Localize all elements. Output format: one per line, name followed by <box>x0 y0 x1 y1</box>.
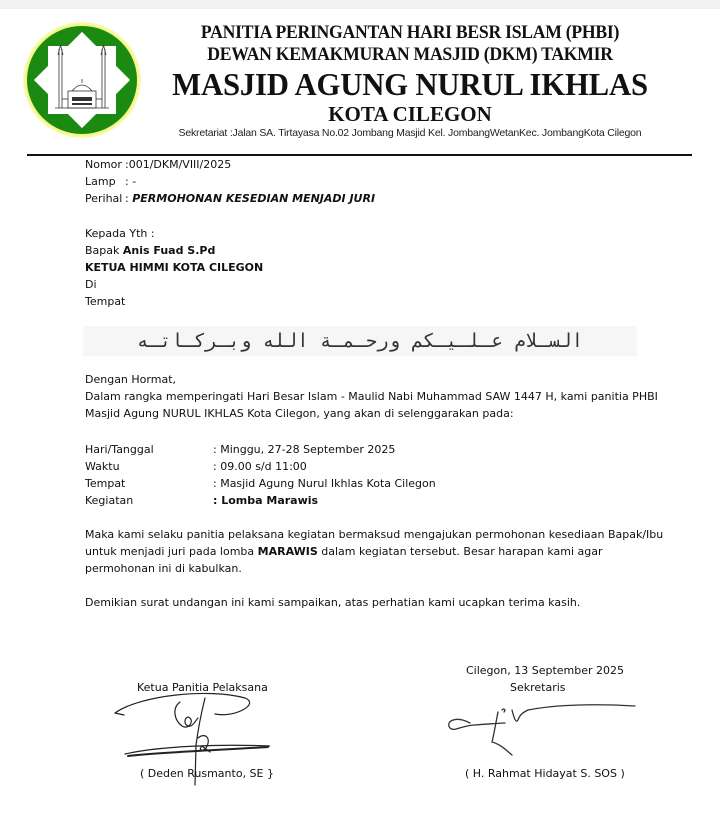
right-signer-role: Sekretaris <box>510 681 566 694</box>
recipient-name: Anis Fuad S.Pd <box>122 244 216 257</box>
recipient-di: Di <box>85 278 97 291</box>
perihal-colon: : <box>125 192 129 205</box>
detail-row <box>85 494 318 507</box>
left-signer-name: ( Deden Rusmanto, SE } <box>140 767 274 780</box>
request-line-2 <box>85 545 603 558</box>
recipient-prefix: Bapak <box>85 244 120 257</box>
perihal-label: Perihal <box>85 192 123 205</box>
place-date: Cilegon, 13 September 2025 <box>466 664 625 677</box>
lamp-value: : - <box>125 175 137 188</box>
detail-label: Tempat <box>85 477 126 490</box>
mosque-star-emblem-icon <box>22 21 142 139</box>
closing-line: Demikian surat undangan ini kami sampaikan, atas perhatian kami ucapkan terima kasih. <box>85 596 581 609</box>
meta-perihal <box>85 192 375 205</box>
detail-value: : Masjid Agung Nurul Ikhlas Kota Cilegon <box>213 477 436 490</box>
lamp-label: Lamp <box>85 175 116 188</box>
request-line-2-pre: untuk menjadi juri pada lomba <box>85 545 258 558</box>
detail-value: : 09.00 s/d 11:00 <box>213 460 307 473</box>
intro-line-1: Dalam rangka memperingati Hari Besar Islam - Maulid Nabi Muhammad SAW 1447 H, kami panitia PHBI <box>85 390 658 403</box>
detail-label: Kegiatan <box>85 494 134 507</box>
detail-row <box>85 443 395 456</box>
recipient-name-line <box>85 244 215 257</box>
recipient-place: Tempat <box>85 295 126 308</box>
recipient-title: KETUA HIMMI KOTA CILEGON <box>85 261 264 274</box>
detail-value: : Minggu, 27-28 September 2025 <box>213 443 396 456</box>
letterhead-divider <box>27 154 692 156</box>
nomor-label: Nomor <box>85 158 122 171</box>
request-line-1: Maka kami selaku panitia pelaksana kegiatan bermaksud mengajukan permohonan kesediaan Bapak/Ibu <box>85 528 664 541</box>
meta-nomor <box>85 158 231 171</box>
request-line-3: permohonan ini di kabulkan. <box>85 562 242 575</box>
arabic-greeting: السـلام عـلـيـكم ورحـمـة الله وبـركـاتـه <box>83 326 637 356</box>
detail-row <box>85 477 436 490</box>
detail-label: Waktu <box>85 460 120 473</box>
letterhead <box>160 22 660 126</box>
letterhead-council: DEWAN KEMAKMURAN MASJID (DKM) TAKMIR <box>207 44 613 65</box>
left-signer-role: Ketua Panitia Pelaksana <box>137 681 268 694</box>
request-event-name: MARAWIS <box>257 545 318 558</box>
perihal-value: PERMOHONAN KESEDIAN MENJADI JURI <box>132 192 376 205</box>
intro-line-2: Masjid Agung NURUL IKHLAS Kota Cilegon, yang akan di selenggarakan pada: <box>85 407 514 420</box>
salutation: Dengan Hormat, <box>85 373 176 386</box>
recipient-to: Kepada Yth : <box>85 227 155 240</box>
letterhead-committee: PANITIA PERINGANTAN HARI BESR ISLAM (PHBI) <box>200 22 620 43</box>
detail-row <box>85 460 307 473</box>
letterhead-city: KOTA CILEGON <box>328 102 492 126</box>
request-line-2-post: dalam kegiatan tersebut. Besar harapan kami agar <box>317 545 603 558</box>
top-strip <box>0 0 720 9</box>
letterhead-mosque-name: MASJID AGUNG NURUL IKHLAS <box>172 66 648 102</box>
nomor-value: :001/DKM/VIII/2025 <box>125 158 232 171</box>
letterhead-address: Sekretariat :Jalan SA. Tirtayasa No.02 Jombang Masjid Kel. JombangWetanKec. JombangKota Cilegon <box>178 127 642 139</box>
detail-label: Hari/Tanggal <box>85 443 154 456</box>
right-signer-name: ( H. Rahmat Hidayat S. SOS ) <box>465 767 625 780</box>
detail-value: : Lomba Marawis <box>213 494 319 507</box>
meta-lamp <box>85 175 136 188</box>
